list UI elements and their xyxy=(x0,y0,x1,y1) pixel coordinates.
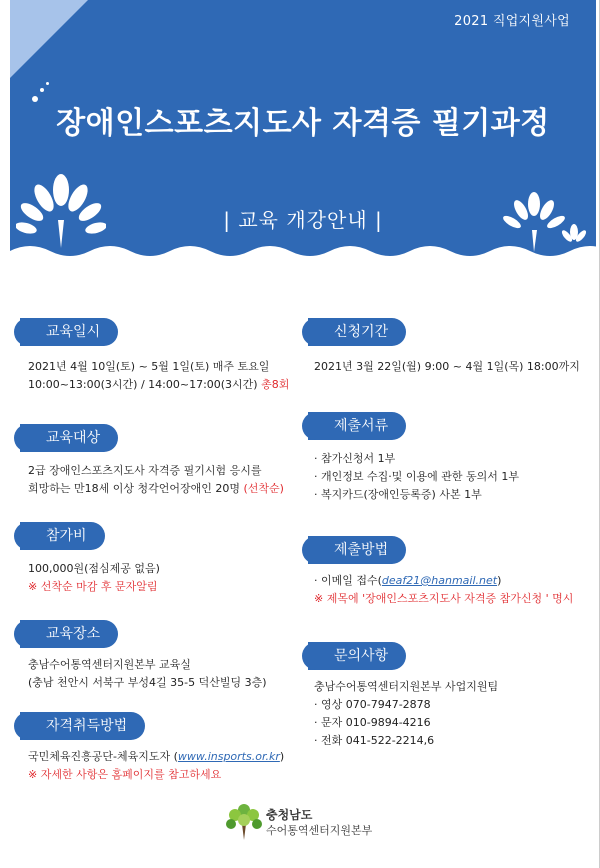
contact-org: 충남수어통역센터지원본부 사업지원팀 xyxy=(314,680,499,693)
target-first-come: (선착순) xyxy=(243,482,284,495)
insports-link[interactable]: www.insports.or.kr xyxy=(177,750,280,763)
target-line2 xyxy=(28,480,284,498)
section-label-schedule: 교육일시 xyxy=(20,318,118,346)
contact-item: · 전화 041-522-2214,6 xyxy=(314,734,435,747)
schedule-dates: 2021년 4월 10일(토) ~ 5월 1일(토) 매주 토요일 xyxy=(28,360,270,373)
section-label-contact: 문의사항 xyxy=(308,642,406,670)
method-text: · 이메일 접수( xyxy=(314,574,382,587)
section-label-certification: 자격취득방법 xyxy=(20,712,145,740)
section-label-method: 제출방법 xyxy=(308,536,406,564)
fee-amount: 100,000원(점심제공 없음) xyxy=(28,562,160,575)
wave-divider xyxy=(10,237,596,258)
page-subtitle: | 교육 개강안내 | xyxy=(223,208,383,232)
certification-line xyxy=(28,748,284,766)
fee-note: ※ 선착순 마감 후 문자알림 xyxy=(28,580,158,593)
email-link[interactable]: deaf21@hanmail.net xyxy=(381,574,498,587)
venue-address: (충남 천안시 서북구 부성4길 35-5 덕산빌딩 3층) xyxy=(28,676,267,689)
contact-item: · 영상 070-7947-2878 xyxy=(314,698,431,711)
tree-logo-icon xyxy=(222,798,266,842)
section-label-period: 신청기간 xyxy=(308,318,406,346)
footer-province: 충청남도 xyxy=(266,808,313,822)
certification-paren: ) xyxy=(279,750,285,763)
header-banner xyxy=(10,0,596,258)
section-label-target: 교육대상 xyxy=(20,424,118,452)
page-fold-corner xyxy=(10,0,88,78)
section-label-fee: 참가비 xyxy=(20,522,105,550)
section-label-documents: 제출서류 xyxy=(308,412,406,440)
application-period: 2021년 3월 22일(월) 9:00 ~ 4월 1일(목) 18:00까지 xyxy=(314,360,580,373)
contact-item: · 문자 010-9894-4216 xyxy=(314,716,431,729)
method-paren: ) xyxy=(497,574,502,587)
method-note: ※ 제목에 '장애인스포츠지도사 자격증 참가신청 ' 명시 xyxy=(314,592,574,605)
certification-note: ※ 자세한 사항은 홈페이지를 참고하세요 xyxy=(28,768,222,781)
certification-org: 국민체육진흥공단-체육지도자 ( xyxy=(28,750,178,763)
schedule-times xyxy=(28,376,289,394)
document-item: · 개인정보 수집·및 이용에 관한 동의서 1부 xyxy=(314,470,519,483)
target-line1: 2급 장애인스포츠지도사 자격증 필기시험 응시를 xyxy=(28,464,262,477)
target-line2-text: 희망하는 만18세 이상 청각언어장애인 20명 xyxy=(28,482,240,495)
method-line xyxy=(314,572,501,590)
schedule-total-sessions: 총8회 xyxy=(261,378,290,391)
sparkle-dot xyxy=(46,82,49,85)
sparkle-dot xyxy=(40,88,44,92)
document-item: · 복지카드(장애인등록증) 사본 1부 xyxy=(314,488,482,501)
document-item: · 참가신청서 1부 xyxy=(314,452,396,465)
section-label-venue: 교육장소 xyxy=(20,620,118,648)
schedule-times-text: 10:00~13:00(3시간) / 14:00~17:00(3시간) xyxy=(28,378,258,391)
venue-name: 충남수어통역센터지원본부 교육실 xyxy=(28,658,191,671)
footer-organization: 수어통역센터지원본부 xyxy=(266,824,373,837)
page-title: 장애인스포츠지도사 자격증 필기과정 xyxy=(56,106,550,141)
program-tag: 2021 직업지원사업 xyxy=(454,14,570,29)
